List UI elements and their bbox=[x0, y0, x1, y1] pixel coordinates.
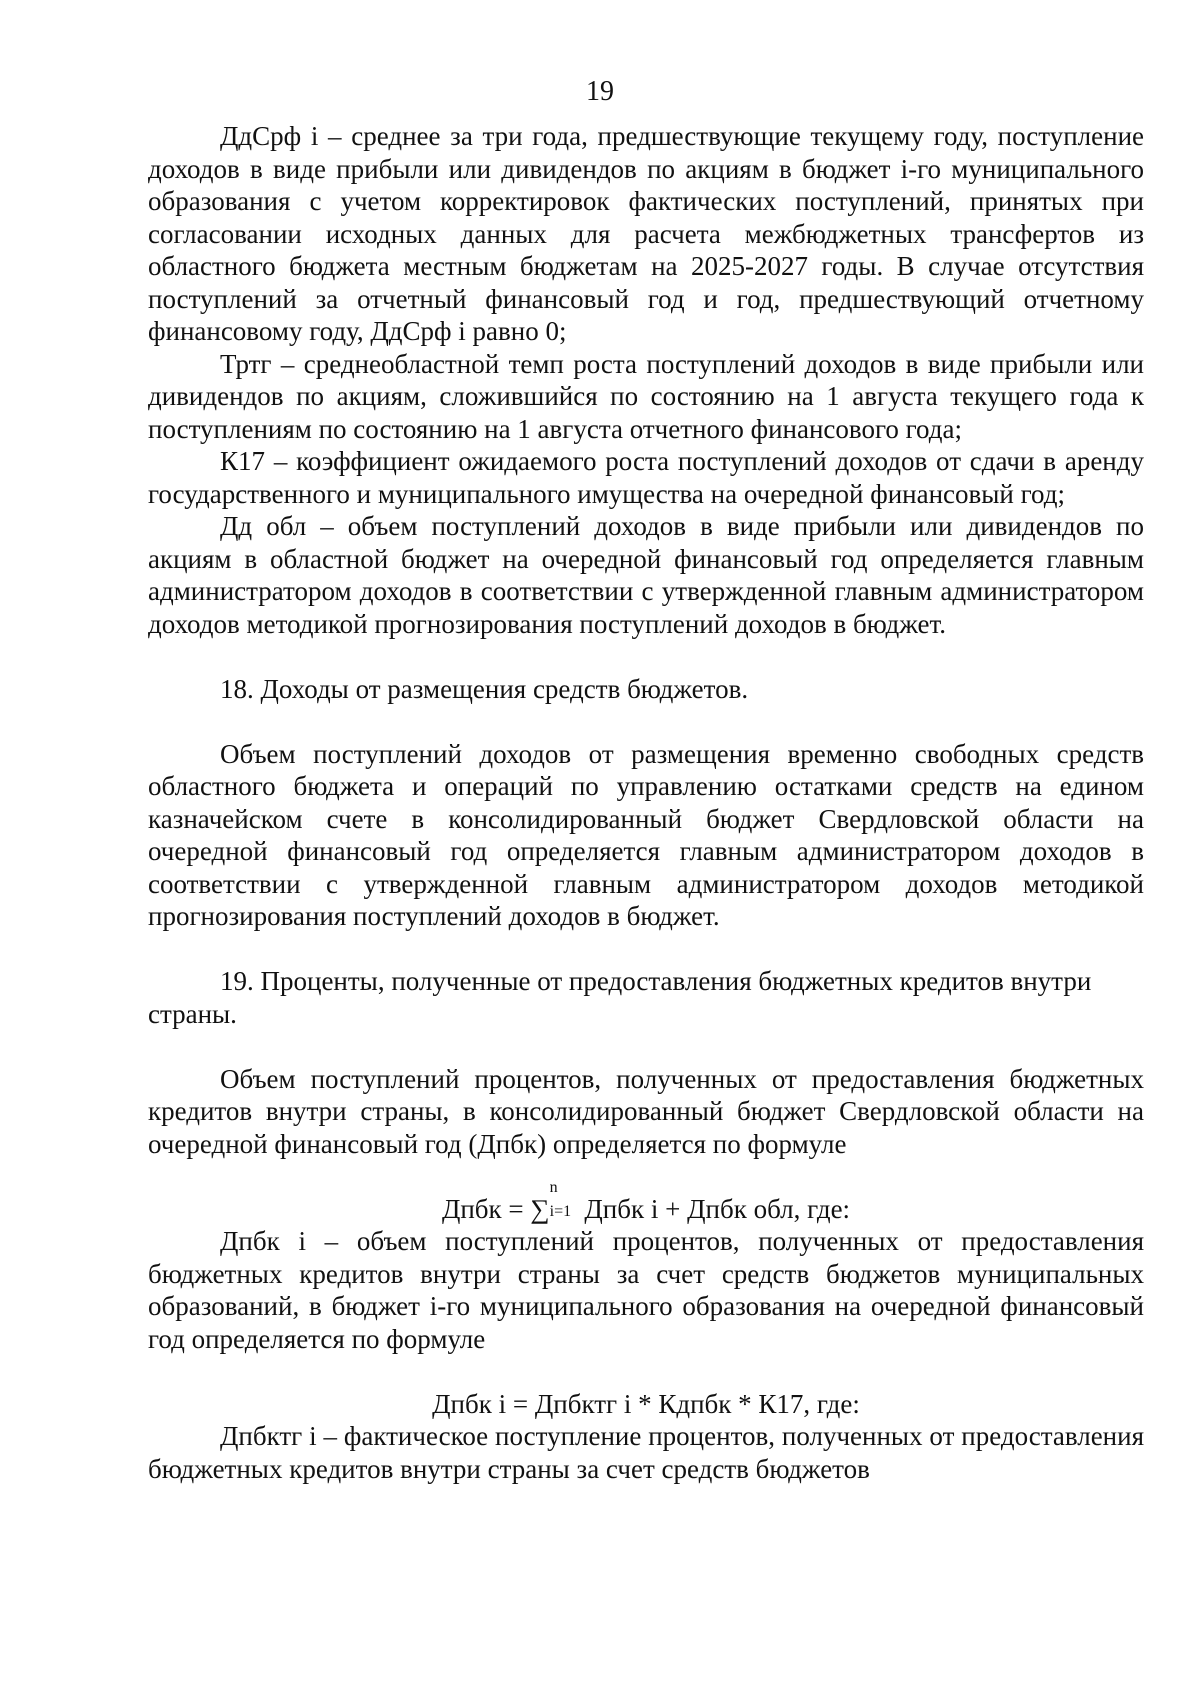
summation-upper-limit: n bbox=[549, 1178, 558, 1196]
definition-trtg: Тртг – среднеобластной темп роста поступлений доходов в виде прибыли или дивидендов по акциям, сложившийся по состоянию на 1 августа текущего года к поступлениям по состоянию на 1 августа отчетного финансового года; bbox=[148, 348, 1144, 444]
definition-k17: К17 – коэффициент ожидаемого роста поступлений доходов от сдачи в аренду государственного и муниципального имущества на очередной финансовый год; bbox=[148, 446, 1144, 509]
page-number: 19 bbox=[586, 76, 614, 107]
section-19-text: Объем поступлений процентов, полученных от предоставления бюджетных кредитов внутри страны, в консолидированный бюджет Свердловской области на очередной финансовый год (Дпбк) определяется по формуле bbox=[148, 1063, 1144, 1159]
formula-right: Дпбк i + Дпбк обл, где: bbox=[577, 1193, 851, 1224]
definition-ddsrf: ДдСрф i – среднее за три года, предшествующие текущему году, поступление доходов в виде прибыли или дивидендов по акциям в бюджет i-го муниципального образования с учетом корректировок фактических поступлений, принятых при согласовании исходных данных для расчета межбюджетных трансфертов из областного бюджета местным бюджетам на 2025-2027 годы. В случае отсутствия поступлений за отчетный финансовый год и год, предшествующий отчетному финансовому году, ДдСрф i равно 0; bbox=[148, 121, 1144, 346]
summation-lower-limit: i=1 bbox=[549, 1202, 572, 1220]
section-19-title: 19. Проценты, полученные от предоставления бюджетных кредитов внутри страны. bbox=[148, 966, 1092, 1029]
section-18-title: 18. Доходы от размещения средств бюджетов. bbox=[220, 673, 749, 704]
section-18-text: Объем поступлений доходов от размещения временно свободных средств областного бюджета и операций по управлению остатками средств на едином казначейском счете в консолидированный бюджет Свердловской области на очередной финансовый год определяется главным администратором доходов в соответствии с утвержденной главным администратором доходов методикой прогнозирования поступлений доходов в бюджет. bbox=[148, 738, 1144, 931]
definition-dpbktg-i: Дпбктг i – фактическое поступление процентов, полученных от предоставления бюджетных кредитов внутри страны за счет средств бюджетов bbox=[148, 1421, 1144, 1484]
definition-dd-obl: Дд обл – объем поступлений доходов в виде прибыли или дивидендов по акциям в областной бюджет на очередной финансовый год определяется главным администратором доходов в соответствии с утвержденной главным администратором доходов методикой прогнозирования поступлений доходов в бюджет. bbox=[148, 511, 1144, 639]
formula-left: Дпбк = ∑ bbox=[441, 1193, 550, 1224]
formula-dpbk-sum bbox=[148, 1178, 1144, 1226]
definition-dpbk-i: Дпбк i – объем поступлений процентов, полученных от предоставления бюджетных кредитов внутри страны за счет средств бюджетов муниципальных образований, в бюджет i-го муниципального образования на очередной финансовый год определяется по формуле bbox=[148, 1226, 1144, 1354]
summation-limits bbox=[549, 1178, 578, 1220]
document-body bbox=[148, 120, 1144, 1485]
formula-dpbk-i: Дпбк i = Дпбктг i * Кдпбк * К17, где: bbox=[432, 1388, 860, 1419]
